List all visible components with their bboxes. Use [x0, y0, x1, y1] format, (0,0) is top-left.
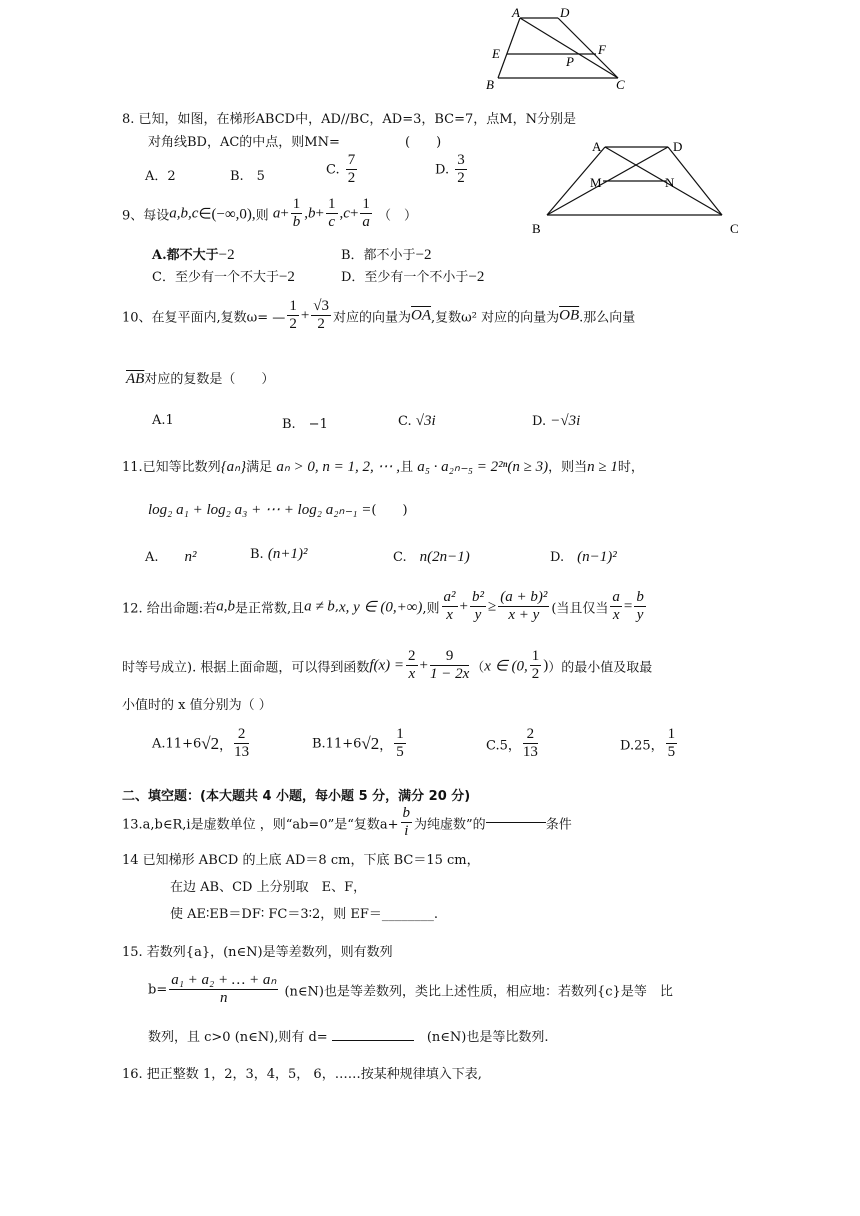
label-B: B: [486, 77, 494, 92]
label-N: N: [665, 175, 675, 190]
q12-option-d: D.25， $\frac{1}{5}$: [620, 726, 676, 761]
q10-option-b: B. −1: [282, 417, 328, 432]
q15-line3: 数列，且 c>0 (n∈N),则有 d= (n∈N)也是等比数列.: [148, 1030, 549, 1045]
label-D: D: [673, 139, 683, 154]
q8-option-b: B. 5: [230, 169, 265, 184]
q9-option-b: B．都不小于−2: [341, 247, 432, 263]
q9-option-a: A.都不大于−2: [152, 247, 235, 263]
q10-option-d: D. −√3i: [532, 413, 581, 429]
q10-line2: $\overline{AB}$对应的复数是（ ）: [126, 371, 275, 387]
q11-option-c: C. n(2n−1): [393, 549, 470, 565]
q14-line2: 在边 AB、CD 上分别取 E、F，: [170, 880, 367, 895]
q11-option-d: D. (n−1)²: [550, 549, 617, 565]
label-C: C: [616, 77, 625, 92]
q16: 16. 把正整数 1，2，3，4，5， 6，……按某种规律填入下表,: [122, 1067, 482, 1082]
q12-option-c: C.5， $\frac{2}{13}$: [486, 726, 538, 761]
q10-line1: 10、在复平面内,复数ω= — $\frac{1}{2}$ + $\frac{√3}{2}$ 对应的向量为$\overline{OA}$,复数ω² 对应的向量为$\overline{OB}$.那么向量: [122, 298, 636, 333]
q12-option-b: B.11+6√2， $\frac{1}{5}$: [312, 726, 404, 761]
trapezoid-figure-top: [470, 0, 640, 92]
q8-paren: ( ): [405, 135, 442, 150]
q9-option-c: C．至少有一个不大于−2: [152, 269, 295, 285]
q12-option-a: A.11+6√2， $\frac{2}{13}$: [152, 726, 250, 761]
section-title-fill-in: 二、填空题：(本大题共 4 小题，每小题 5 分，满分 20 分): [122, 789, 471, 804]
q14-line1: 14 已知梯形 ABCD 的上底 AD＝8 cm，下底 BC＝15 cm，: [122, 853, 480, 868]
label-A: A: [512, 5, 520, 20]
q12-line1: 12. 给出命题:若a,b是正常数,且a ≠ b,x, y ∈ (0,+∞),则 $\frac{\text{a²}}{x}$ + $\frac{\text{b²}}{y}$ ≥ $\frac{\text{(a + b)²}}{x + y}$ (当且仅当 $\frac{a}{x}$ = $\frac{b}{y}$: [122, 589, 644, 624]
q10-option-a: A.1: [152, 413, 174, 428]
label-A: A: [592, 139, 602, 154]
q11-option-a: A. n²: [145, 549, 197, 565]
q15-line2: b= $\frac{\text{a₁ + a₂ + … + aₙ}}{n}$ (n∈N)也是等差数列，类比上述性质，相应地：若数列{c}是等 比: [148, 972, 673, 1007]
q15-line1: 15. 若数列{a}，(n∈N)是等差数列，则有数列: [122, 945, 393, 960]
q8-option-a: A．2: [145, 169, 176, 184]
q11-line1: 11.已知等比数列{aₙ}满足 aₙ > 0, n = 1, 2, ⋯ ,且 a₅ · a₂ₙ₋₅ = 2²ⁿ(n ≥ 3)，则当n ≥ 1时，: [122, 459, 644, 475]
q12-line2: 时等号成立). 根据上面命题，可以得到函数f(x) = $\frac{2}{x}$ + $\frac{9}{1 - 2x}$ （x ∈ (0, $\frac{1}{2}$ )）的最小值及取最: [122, 648, 653, 683]
q10-option-c: C. √3i: [398, 413, 436, 429]
label-D: D: [560, 5, 570, 20]
q9-stem: 9、每设a,b,c∈(−∞,0),则 a+ $\frac{1}{b}$ ,b+ $\frac{1}{c}$ ,c+ $\frac{1}{a}$ （ ）: [122, 196, 418, 231]
q8-option-d: D. $\frac{3}{2}$: [435, 152, 465, 187]
label-B: B: [532, 221, 541, 236]
q11-line2: log₂ a₁ + log₂ a₃ + ⋯ + log₂ a₂ₙ₋₁ =( ): [148, 502, 408, 518]
label-C: C: [730, 221, 739, 236]
label-F: F: [598, 42, 606, 57]
q8-line2: 对角线BD，AC的中点，则MN=: [148, 135, 340, 150]
label-E: E: [492, 46, 500, 61]
q9-option-d: D．至少有一个不小于−2: [341, 269, 485, 285]
q13: 13.a,b∈R,i是虚数单位 ，则“ab=0”是“复数a+ $\frac{b}{i}$ 为纯虚数”的 条件: [122, 805, 572, 840]
q12-line3: 小值时的 x 值分别为（ ）: [122, 698, 272, 713]
q14-line3: 使 AE∶EB＝DF∶ FC＝3∶2，则 EF＝________.: [170, 907, 439, 922]
q8-option-c: C. $\frac{7}{2}$: [326, 152, 356, 187]
q8-line1: 8. 已知，如图，在梯形ABCD中，AD//BC，AD=3，BC=7，点M，N分别是: [122, 112, 576, 127]
label-P: P: [566, 54, 574, 69]
label-M: M: [590, 175, 602, 190]
trapezoid-figure-q8: [530, 135, 750, 240]
q11-option-b: B. (n+1)²: [250, 546, 308, 562]
